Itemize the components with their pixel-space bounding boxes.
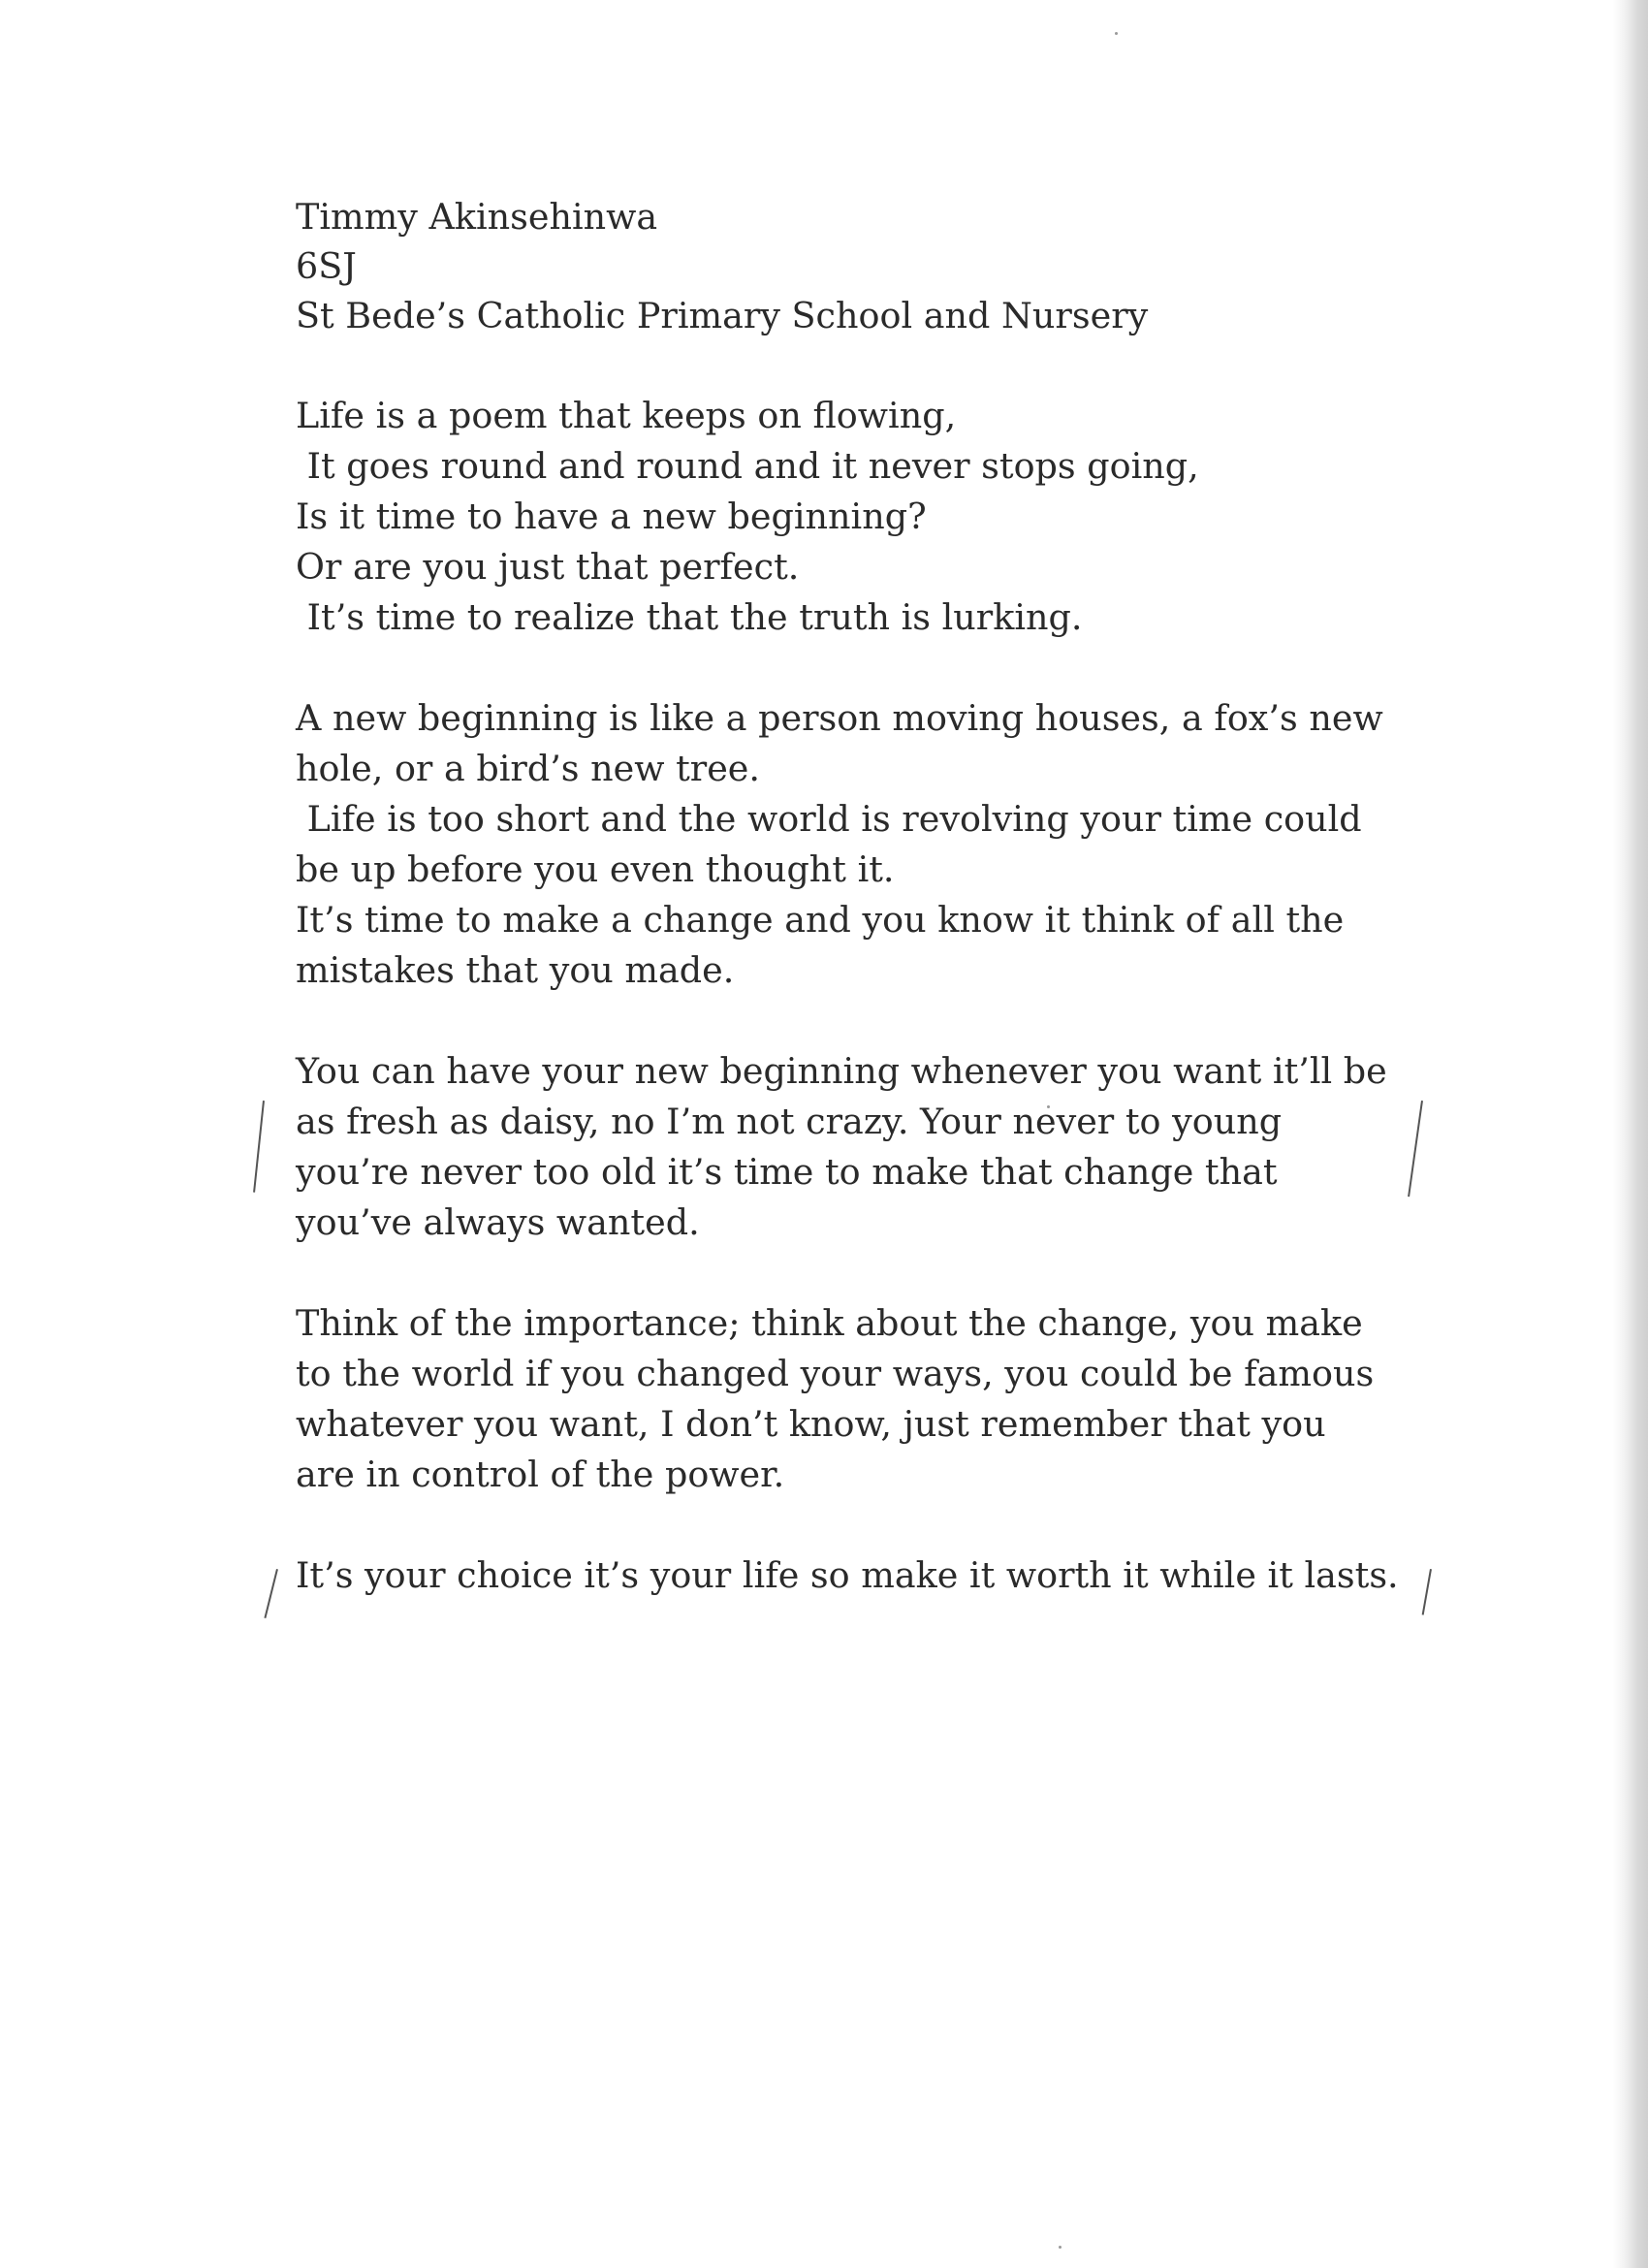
pencil-mark — [264, 1569, 278, 1618]
poem-line: as fresh as daisy, no I’m not crazy. Your never to young — [296, 1101, 1283, 1142]
poem-line: You can have your new beginning whenever you want it’ll be — [296, 1050, 1387, 1092]
poem-line: whatever you want, I don’t know, just remember that you — [296, 1403, 1326, 1445]
poem-line: are in control of the power. — [296, 1453, 785, 1495]
poem-line: to the world if you changed your ways, you could be famous — [296, 1353, 1375, 1394]
poem-line: It goes round and round and it never stops going, — [296, 445, 1199, 487]
poem-line: hole, or a bird’s new tree. — [296, 748, 761, 789]
stanza-2 — [296, 693, 1459, 996]
pencil-mark — [253, 1101, 265, 1193]
poem-line: It’s time to make a change and you know it think of all the — [296, 899, 1345, 941]
author-header — [296, 192, 1459, 340]
poem-line: It’s your choice it’s your life so make it worth it while it lasts. — [296, 1554, 1399, 1596]
stanza-4 — [296, 1298, 1459, 1500]
poem-line: Is it time to have a new beginning? — [296, 495, 927, 537]
author-name: Timmy Akinsehinwa — [296, 196, 658, 238]
poem-document — [296, 192, 1459, 1601]
poem-line: Life is a poem that keeps on flowing, — [296, 395, 957, 436]
poem-line: mistakes that you made. — [296, 949, 735, 991]
poem-line: Think of the importance; think about the change, you make — [296, 1302, 1363, 1344]
poem-line: be up before you even thought it. — [296, 848, 895, 890]
poem-line: you’re never too old it’s time to make that change that — [296, 1151, 1278, 1193]
scan-speck — [1059, 2246, 1062, 2249]
poem-line: Or are you just that perfect. — [296, 546, 800, 588]
stanza-5 — [296, 1550, 1459, 1601]
scan-shadow-edge — [1613, 0, 1648, 2268]
class-name: 6SJ — [296, 245, 357, 287]
scan-speck — [1115, 32, 1118, 35]
stanza-1 — [296, 391, 1459, 643]
stanza-3 — [296, 1046, 1459, 1248]
poem-line: Life is too short and the world is revolving your time could — [296, 798, 1362, 840]
poem-line: It’s time to realize that the truth is lurking. — [296, 596, 1083, 638]
school-name: St Bede’s Catholic Primary School and Nursery — [296, 295, 1149, 336]
poem-line: you’ve always wanted. — [296, 1201, 700, 1243]
poem-line: A new beginning is like a person moving houses, a fox’s new — [296, 697, 1383, 739]
